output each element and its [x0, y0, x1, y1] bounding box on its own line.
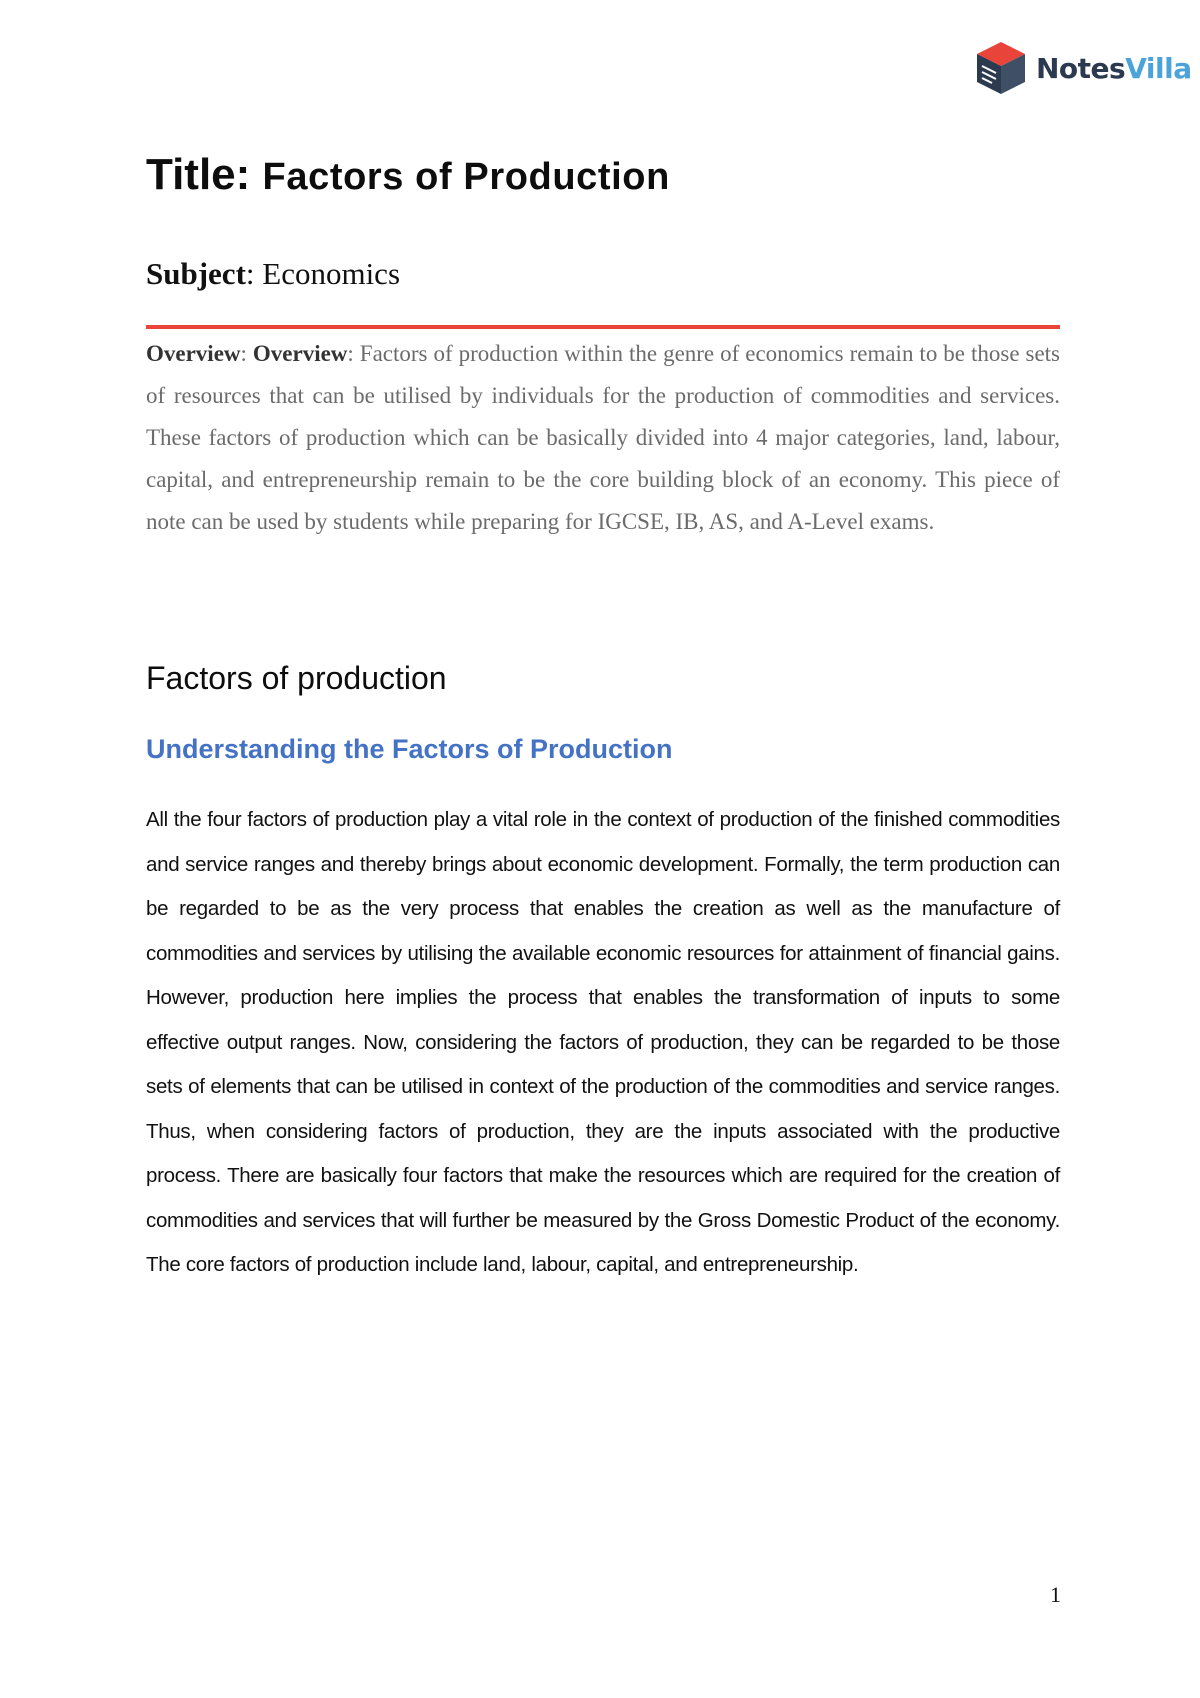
overview-text: Factors of production within the genre of economics remain to be those sets of resources that can be utilised by individuals for the production of commodities and services. These factors of production which can be basically divided into 4 major categories, land, labour, capital, and entrepreneurship remain to be the core building block of an economy. This piece of note can be used by students while preparing for IGCSE, IB, AS, and A-Level exams. — [146, 341, 1061, 534]
brand-logo — [972, 38, 1192, 98]
divider-rule — [146, 325, 1060, 329]
notesvilla-cube-icon — [972, 38, 1030, 98]
title-label: Title: — [146, 150, 251, 199]
subject-label: Subject — [146, 256, 246, 291]
overview-label-2: Overview — [252, 341, 348, 366]
page-title — [146, 150, 670, 200]
brand-name-part2: Villa — [1125, 51, 1192, 85]
overview-paragraph: Overview: Overview: Factors of production within the genre of economics remain to be those sets of resources that can be utilised by individuals for the production of commodities and services. These factors of production which can be basically divided into 4 major categories, land, labour, capital, and entrepreneurship remain to be the core building block of an economy. This piece of note can be used by students while preparing for IGCSE, IB, AS, and A-Level exams. — [146, 341, 1061, 534]
brand-name — [1036, 52, 1192, 85]
brand-name-part1: Notes — [1036, 51, 1126, 85]
section-subheading: Understanding the Factors of Production — [146, 734, 673, 764]
subject-line: Subject: Economics — [146, 256, 401, 291]
overview-label-1: Overview — [146, 341, 241, 366]
body-paragraph: All the four factors of production play a vital role in the context of production of the finished commodities and service ranges and thereby brings about economic development. Formally, the term production can be regarded to be as the very process that enables the creation as well as the manufacture of commodities and services by utilising the available economic resources for attainment of financial gains. However, production here implies the process that enables the transformation of inputs to some effective output ranges. Now, considering the factors of production, they can be regarded to be those sets of elements that can be utilised in context of the production of the commodities and service ranges. Thus, when considering factors of production, they are the inputs associated with the productive process. There are basically four factors that make the resources which are required for the creation of commodities and services that will further be measured by the Gross Domestic Product of the economy. The core factors of production include land, labour, capital, and entrepreneurship. — [146, 808, 1060, 1276]
page-number: 1 — [1050, 1582, 1061, 1607]
title-text: Factors of Production — [262, 156, 670, 198]
subject-value: Economics — [262, 256, 401, 291]
section-heading: Factors of production — [146, 660, 447, 696]
